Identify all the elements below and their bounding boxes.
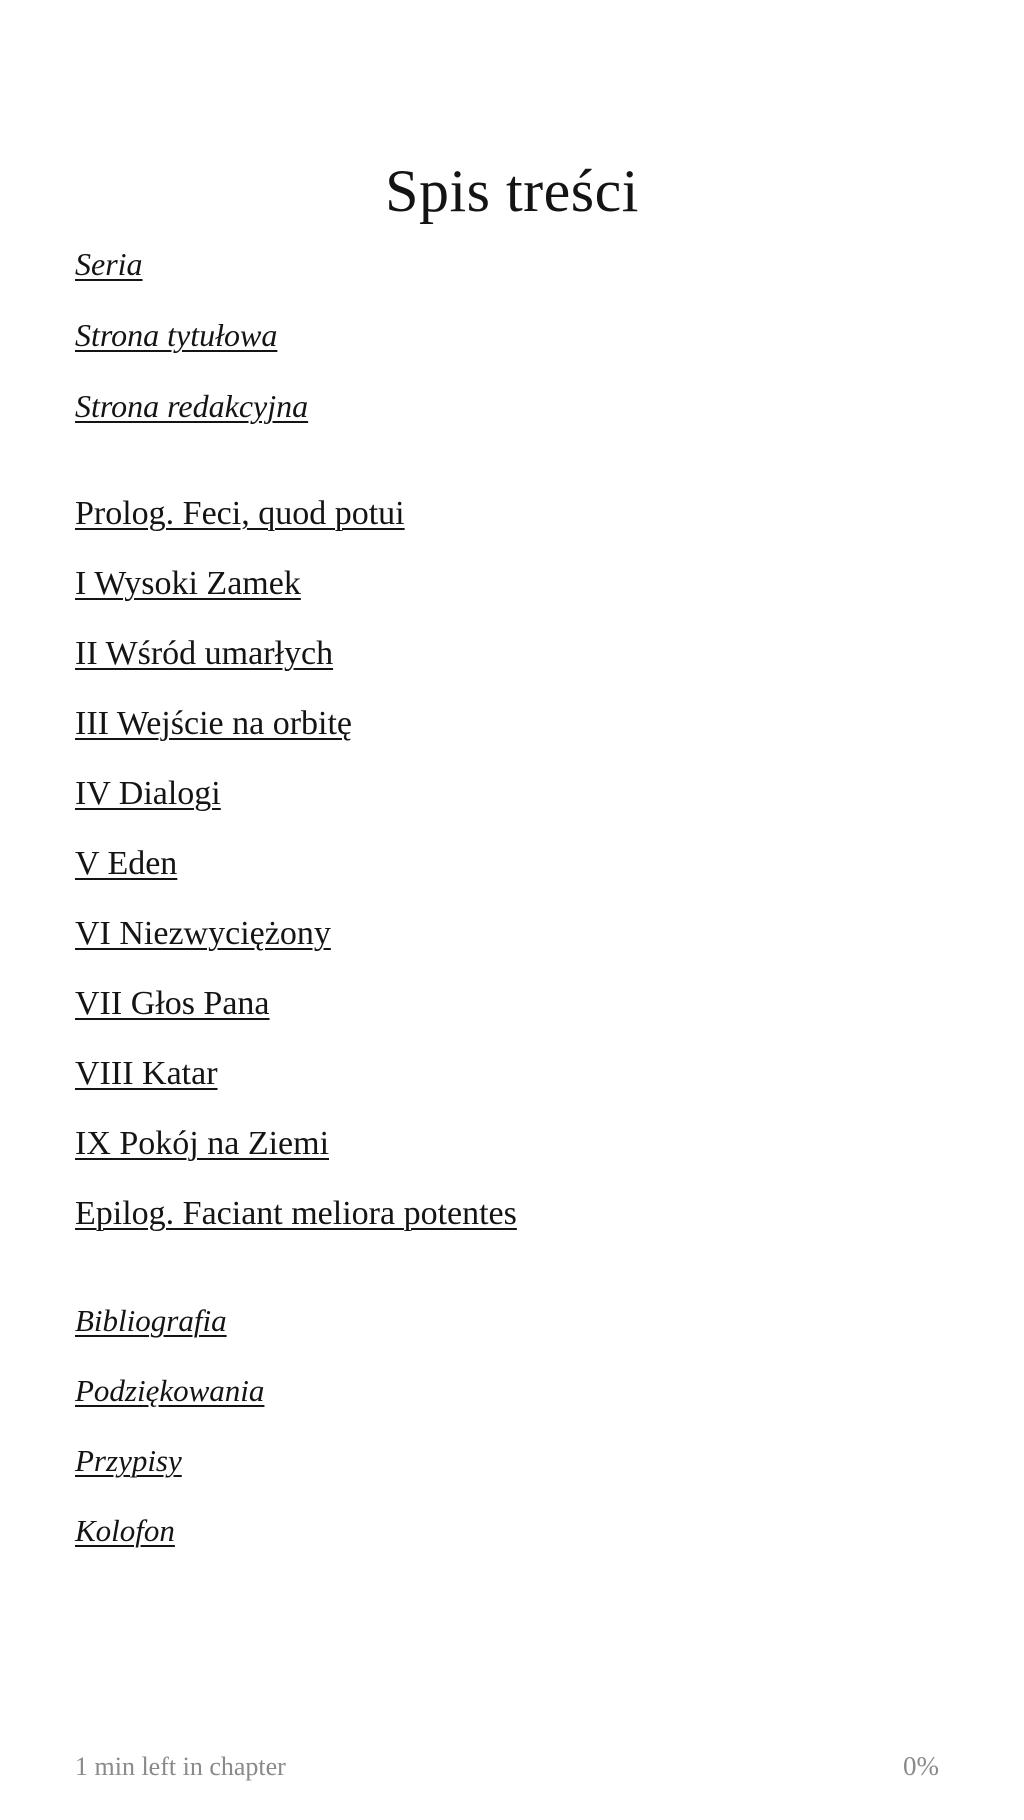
toc-link-chapter-vii[interactable]: VII Głos Pana [75,985,270,1022]
list-item [75,374,955,445]
toc-link-chapter-iv[interactable]: IV Dialogi [75,775,221,812]
toc-link-chapter-ii[interactable]: II Wśród umarłych [75,635,334,672]
toc-link-kolofon[interactable]: Kolofon [75,1513,175,1548]
toc-group-back-matter [75,1289,955,1569]
toc-group-chapters [75,482,955,1252]
toc-link-chapter-v[interactable]: V Eden [75,845,178,882]
toc-group-front-matter [75,232,955,445]
toc-link-chapter-i[interactable]: I Wysoki Zamek [75,565,301,602]
list-item [75,482,955,552]
list-item [75,1112,955,1182]
table-of-contents [75,232,955,1569]
page-title: Spis treści [385,158,639,225]
list-item [75,622,955,692]
list-item [75,1359,955,1429]
toc-link-strona-redakcyjna[interactable]: Strona redakcyjna [75,388,309,424]
toc-link-seria[interactable]: Seria [75,246,143,282]
list-item [75,832,955,902]
toc-link-chapter-viii[interactable]: VIII Katar [75,1055,218,1092]
list-item [75,972,955,1042]
list-item [75,762,955,832]
toc-link-epilog[interactable]: Epilog. Faciant meliora potentes [75,1195,517,1232]
toc-link-przypisy[interactable]: Przypisy [75,1443,182,1478]
list-item [75,303,955,374]
list-item [75,1289,955,1359]
list-item [75,1182,955,1252]
reading-progress-percent: 0% [903,1751,939,1781]
list-item [75,232,955,303]
toc-link-chapter-iii[interactable]: III Wejście na orbitę [75,705,353,742]
toc-link-bibliografia[interactable]: Bibliografia [75,1303,227,1338]
list-item [75,552,955,622]
reader-footer [0,1710,1024,1820]
list-item [75,902,955,972]
toc-link-prolog[interactable]: Prolog. Feci, quod potui [75,495,405,532]
toc-link-chapter-vi[interactable]: VI Niezwyciężony [75,915,331,952]
toc-link-podziekowania[interactable]: Podziękowania [75,1373,265,1408]
toc-link-strona-tytulowa[interactable]: Strona tytułowa [75,317,278,353]
list-item [75,1429,955,1499]
list-item [75,1499,955,1569]
toc-link-chapter-ix[interactable]: IX Pokój na Ziemi [75,1125,330,1162]
time-left-in-chapter: 1 min left in chapter [75,1752,286,1781]
list-item [75,692,955,762]
list-item [75,1042,955,1112]
